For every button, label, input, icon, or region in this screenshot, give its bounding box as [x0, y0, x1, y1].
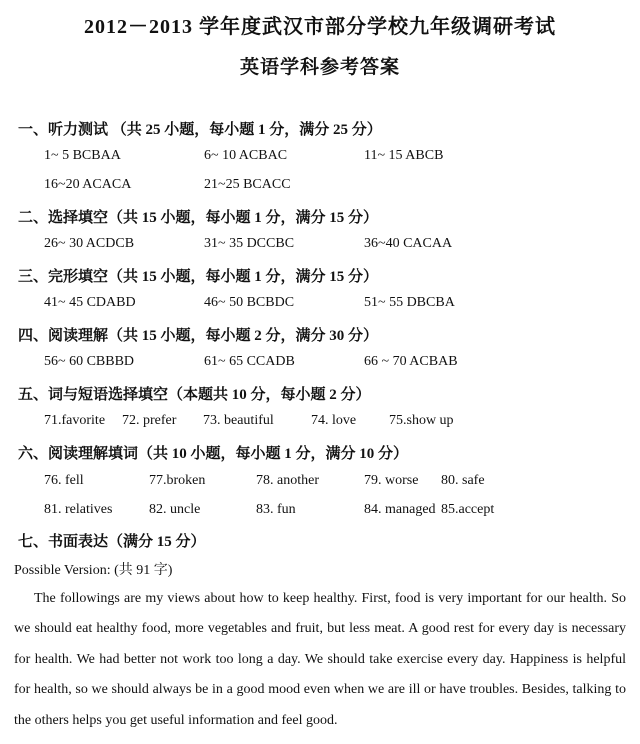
answer-word: 82. uncle	[149, 502, 201, 517]
answer-word: 81. relatives	[44, 502, 113, 517]
answer-row	[0, 354, 640, 374]
answer-group: 51~ 55 DBCBA	[364, 295, 455, 310]
answer-word: 77.broken	[149, 473, 206, 488]
answer-group: 1~ 5 BCBAA	[44, 148, 121, 163]
answer-group: 21~25 BCACC	[204, 177, 291, 192]
answer-row	[0, 148, 640, 168]
section-5-heading: 五、词与短语选择填空（本题共 10 分，每小题 2 分）	[18, 387, 371, 403]
answer-word: 76. fell	[44, 473, 84, 488]
document-subtitle: 英语学科参考答案	[239, 57, 400, 78]
answer-word: 73. beautiful	[203, 413, 274, 428]
answer-group: 31~ 35 DCCBC	[204, 236, 295, 251]
answer-word: 83. fun	[256, 502, 296, 517]
answer-group: 6~ 10 ACBAC	[204, 148, 288, 163]
answer-group: 66 ~ 70 ACBAB	[364, 354, 458, 369]
answer-group: 61~ 65 CCADB	[204, 354, 295, 369]
answer-row	[0, 413, 640, 433]
answer-row	[0, 295, 640, 315]
section-3-heading: 三、完形填空（共 15 小题，每小题 1 分，满分 15 分）	[18, 269, 379, 285]
answer-row	[0, 177, 640, 197]
answer-group: 26~ 30 ACDCB	[44, 236, 135, 251]
section-7-heading: 七、书面表达（满分 15 分）	[18, 534, 206, 550]
answer-row	[0, 473, 640, 493]
answer-word: 75.show up	[389, 413, 454, 428]
answer-row	[0, 236, 640, 256]
answer-group: 11~ 15 ABCB	[364, 148, 444, 163]
section-2-heading: 二、选择填空（共 15 小题，每小题 1 分，满分 15 分）	[18, 210, 379, 226]
answer-word: 78. another	[256, 473, 319, 488]
answer-row	[0, 502, 640, 522]
answer-group: 56~ 60 CBBBD	[44, 354, 135, 369]
answer-word: 72. prefer	[122, 413, 177, 428]
answer-group: 36~40 CACAA	[364, 236, 453, 251]
answer-word: 84. managed	[364, 502, 436, 517]
answer-group: 46~ 50 BCBDC	[204, 295, 295, 310]
answer-group: 41~ 45 CDABD	[44, 295, 136, 310]
section-1-heading: 一、听力测试 （共 25 小题，每小题 1 分，满分 25 分）	[18, 122, 382, 138]
section-6-heading: 六、阅读理解填词（共 10 小题，每小题 1 分，满分 10 分）	[18, 446, 409, 462]
document-title: 2012－2013 学年度武汉市部分学校九年级调研考试	[84, 16, 556, 38]
answer-word: 79. worse	[364, 473, 419, 488]
answer-word: 71.favorite	[44, 413, 106, 428]
answer-group: 16~20 ACACA	[44, 177, 132, 192]
answer-word: 85.accept	[441, 502, 495, 517]
sample-essay: The followings are my views about how to keep healthy. First, food is very important for our health. So we should eat healthy food, more vegetables and fruit, but less meat. A good rest for every day is necessary for health. We had better not work too long a day. We should take exercise every day. Happiness is helpful for health, so we should always be in a good mood even when we are ill or have troubles. Besides, talking to the others helps you get useful information and feel good.	[14, 591, 626, 728]
possible-version-label: Possible Version: (共 91 字)	[14, 563, 173, 578]
answer-word: 80. safe	[441, 473, 485, 488]
answer-word: 74. love	[311, 413, 357, 428]
section-4-heading: 四、阅读理解（共 15 小题，每小题 2 分，满分 30 分）	[18, 328, 379, 344]
